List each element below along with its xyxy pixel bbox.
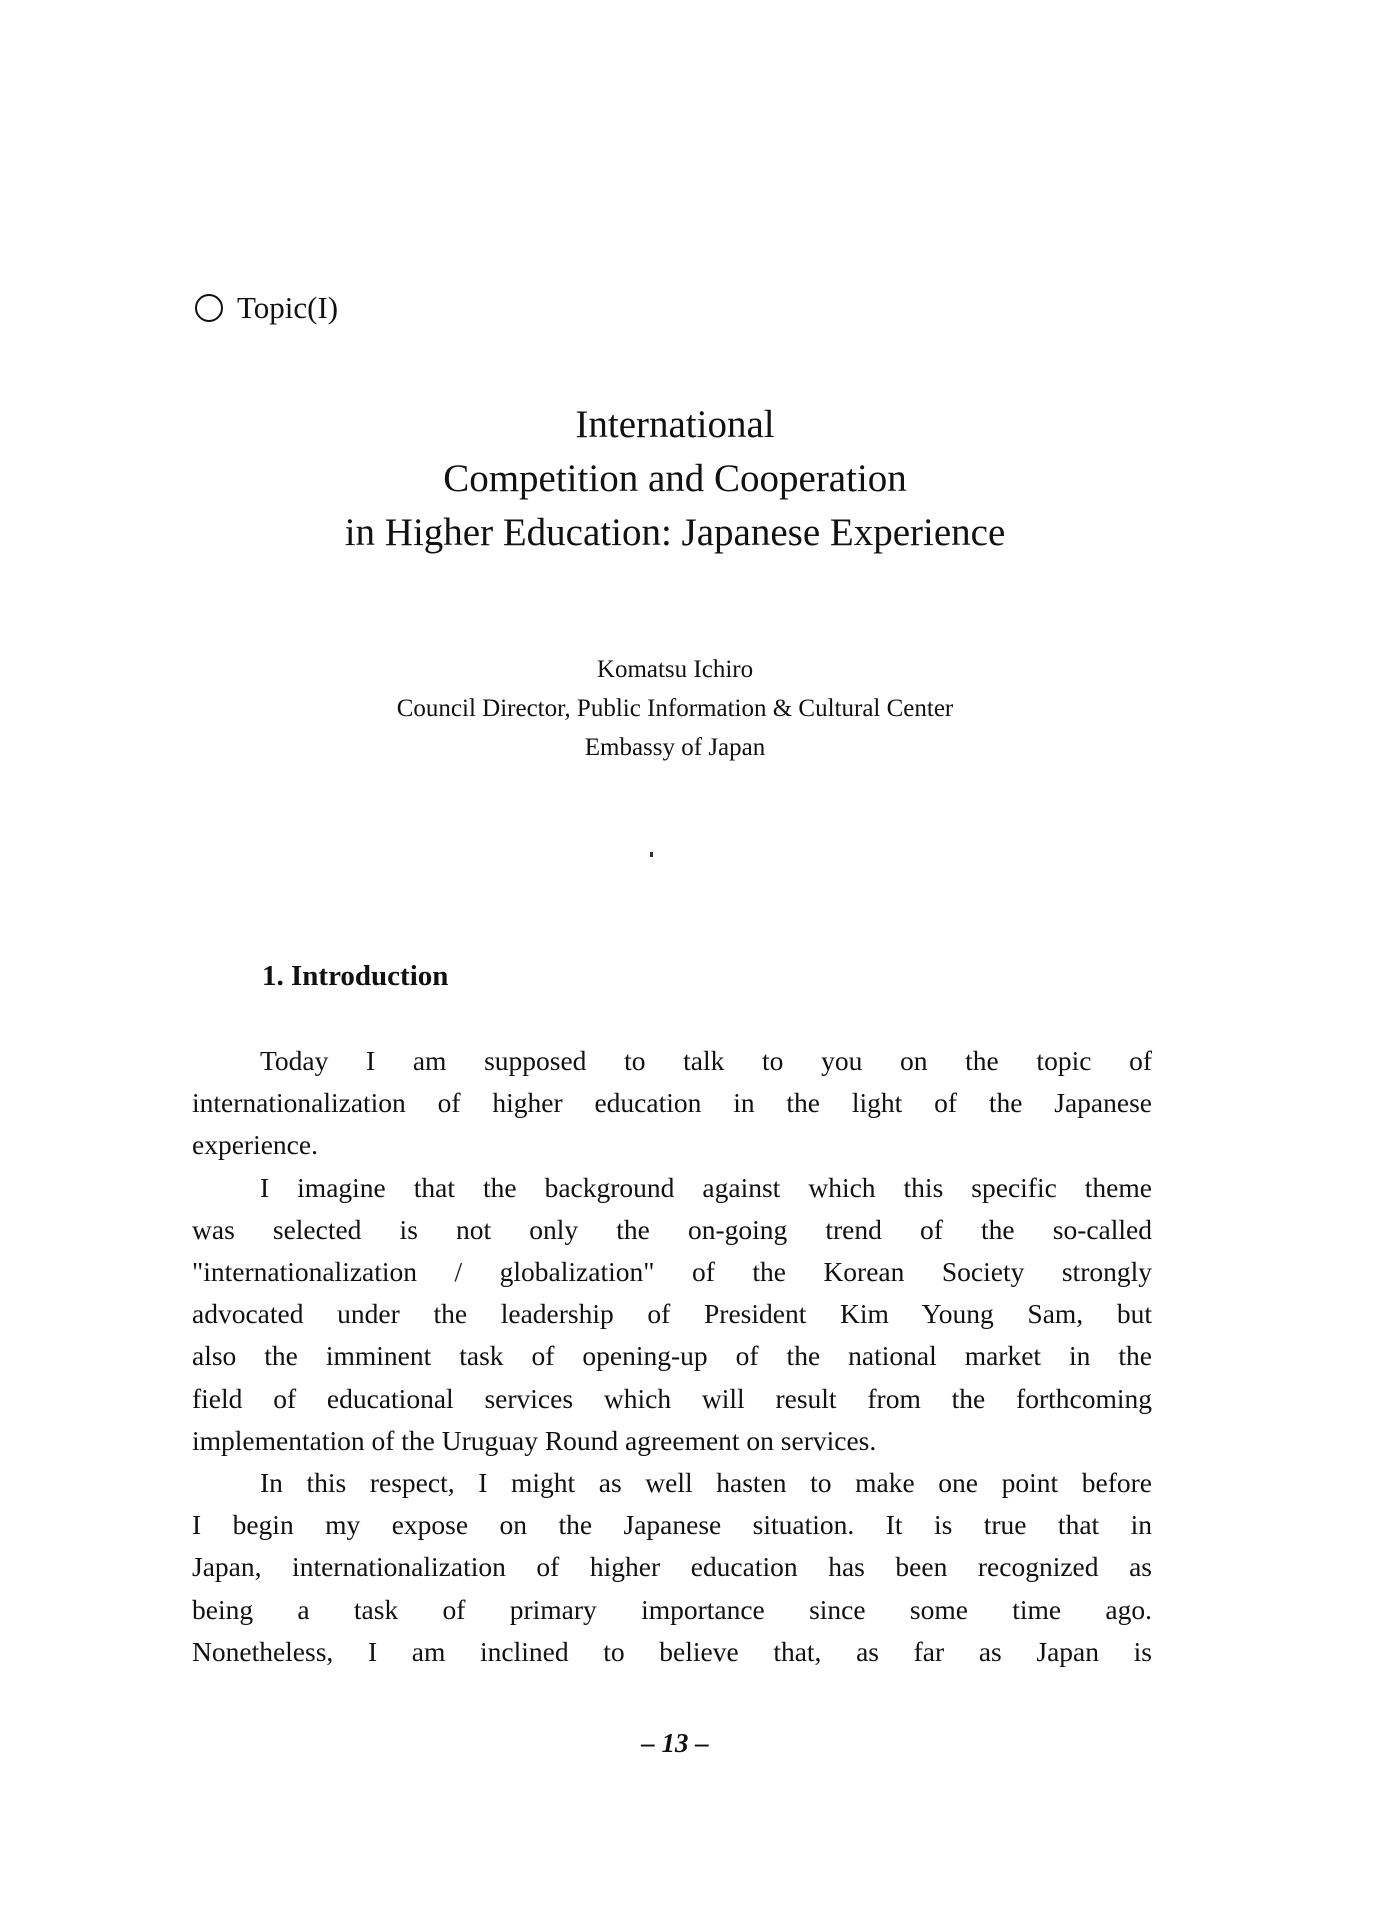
author-position: Council Director, Public Information & Cultural Center xyxy=(396,695,954,722)
stray-mark xyxy=(650,852,653,857)
paper-title xyxy=(0,398,1350,560)
body-line: Today I am supposed to talk to you on the topic of xyxy=(260,1045,1152,1076)
body-line: Nonetheless, I am inclined to believe that, as far as Japan is xyxy=(192,1635,1152,1667)
topic-label: Topic(I) xyxy=(237,290,339,325)
topic-marker xyxy=(195,290,338,326)
body-line: I begin my expose on the Japanese situation. It is true that in xyxy=(192,1509,1152,1541)
body-line: was selected is not only the on-going trend of the so-called xyxy=(192,1213,1152,1245)
section-heading: 1. Introduction xyxy=(262,960,449,992)
body-line: Japan, internationalization of higher education has been recognized as xyxy=(192,1551,1152,1583)
section-body xyxy=(192,1040,1152,1673)
body-line: I imagine that the background against which this specific theme xyxy=(260,1171,1152,1203)
body-line: In this respect, I might as well hasten to make one point before xyxy=(260,1467,1152,1499)
body-line: also the imminent task of opening-up of the national market in the xyxy=(192,1340,1152,1372)
title-line-3: in Higher Education: Japanese Experience xyxy=(344,511,1006,554)
author-organization: Embassy of Japan xyxy=(584,734,766,761)
body-line: advocated under the leadership of President Kim Young Sam, but xyxy=(192,1298,1152,1330)
title-line-1: International xyxy=(575,403,775,446)
author-block xyxy=(0,650,1350,767)
body-line: "internationalization / globalization" of the Korean Society strongly xyxy=(192,1256,1152,1288)
body-line: implementation of the Uruguay Round agreement on services. xyxy=(192,1424,877,1456)
page-number: – 13 – xyxy=(641,1728,709,1758)
body-line: being a task of primary importance since some time ago. xyxy=(192,1593,1152,1625)
title-line-2: Competition and Cooperation xyxy=(443,457,907,500)
author-name: Komatsu Ichiro xyxy=(596,656,754,683)
circle-bullet-icon xyxy=(195,294,223,322)
body-line: internationalization of higher education in the light of the Japanese xyxy=(192,1087,1152,1119)
body-line: field of educational services which will result from the forthcoming xyxy=(192,1382,1152,1414)
body-line: experience. xyxy=(192,1129,318,1161)
